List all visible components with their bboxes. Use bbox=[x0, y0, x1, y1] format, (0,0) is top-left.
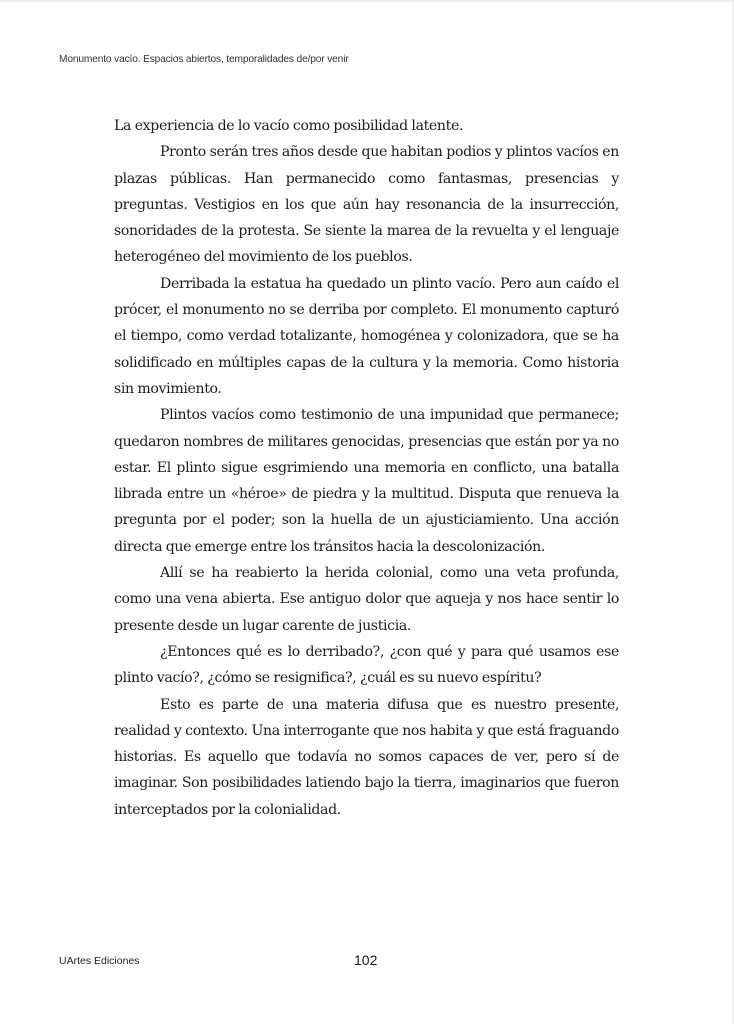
paragraph: Allí se ha reabierto la herida colonial, como una veta profunda, como una vena abierta. Ese antiguo dolor que aqueja y nos hace sentir lo presente desde un lugar carente de justicia. bbox=[114, 565, 619, 634]
running-header: Monumento vacío. Espacios abiertos, temporalidades de/por venir bbox=[59, 54, 349, 65]
paragraph: La experiencia de lo vacío como posibilidad latente. bbox=[114, 118, 464, 134]
paragraph: Plintos vacíos como testimonio de una impunidad que permanece; quedaron nombres de militares genocidas, presencias que están por ya no estar. El plinto sigue esgrimiendo una memoria en conflicto, una batalla librada entre un «héroe» de piedra y la multitud. Disputa que renueva la pregunta por el poder; son la huella de un ajusticiamiento. Una acción directa que emerge entre los tránsitos hacia la descolonización. bbox=[114, 407, 619, 555]
paragraph: Derribada la estatua ha quedado un plinto vacío. Pero aun caído el prócer, el monumento no se derriba por completo. El monumento capturó el tiempo, como verdad totalizante, homogénea y colonizadora, que se ha solidificado en múltiples capas de la cultura y la memoria. Como historia sin movimiento. bbox=[114, 275, 619, 397]
paragraph: ¿Entonces qué es lo derribado?, ¿con qué y para qué usamos ese plinto vacío?, ¿cómo se resignifica?, ¿cuál es su nuevo espíritu? bbox=[114, 643, 619, 687]
footer-publisher: UArtes Ediciones bbox=[59, 955, 140, 967]
paragraph: Esto es parte de una materia difusa que es nuestro presente, realidad y contexto. Una interrogante que nos habita y que está fraguando historias. Es aquello que todavía no somos capaces de ver, pero sí de imaginar. Son posibilidades latiendo bajo la tierra, imaginarios que fueron interceptados por la colonialidad. bbox=[114, 696, 619, 818]
page-number: 102 bbox=[354, 952, 378, 968]
body-text bbox=[114, 113, 619, 823]
page-top-edge bbox=[0, 0, 734, 3]
paragraph: Pronto serán tres años desde que habitan podios y plintos vacíos en plazas públicas. Han permanecido como fantasmas, presencias y preguntas. Vestigios en los que aún hay resonancia de la insurrección, sonoridades de la protesta. Se siente la marea de la revuelta y el lenguaje heterogéneo del movimiento de los pueblos. bbox=[114, 144, 619, 266]
